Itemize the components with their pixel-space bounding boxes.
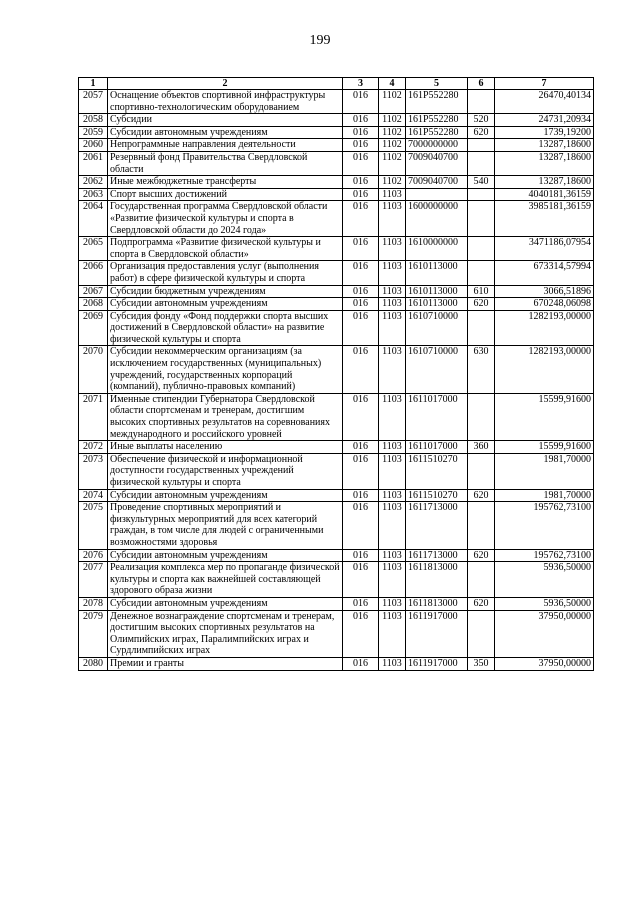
row-amount: 195762,73100 — [495, 502, 594, 549]
row-ministry-code: 016 — [343, 489, 379, 502]
row-number: 2059 — [79, 126, 108, 139]
table-row — [79, 393, 594, 440]
row-section-code: 1103 — [379, 597, 406, 610]
row-number: 2057 — [79, 90, 108, 114]
table-row — [79, 261, 594, 285]
row-section-code: 1103 — [379, 502, 406, 549]
row-amount: 13287,18600 — [495, 139, 594, 152]
row-ministry-code: 016 — [343, 610, 379, 657]
table-row — [79, 176, 594, 189]
row-section-code: 1103 — [379, 285, 406, 298]
row-target-code: 1611017000 — [406, 393, 468, 440]
table-row — [79, 126, 594, 139]
row-section-code: 1102 — [379, 151, 406, 175]
row-expense-type: 620 — [468, 126, 495, 139]
row-ministry-code: 016 — [343, 139, 379, 152]
row-expense-type: 620 — [468, 298, 495, 311]
row-number: 2060 — [79, 139, 108, 152]
row-name: Непрограммные направления деятельности — [108, 139, 343, 152]
row-expense-type — [468, 261, 495, 285]
table-row — [79, 346, 594, 393]
row-number: 2069 — [79, 310, 108, 346]
row-name: Субсидии автономным учреждениям — [108, 126, 343, 139]
row-ministry-code: 016 — [343, 188, 379, 201]
row-number: 2065 — [79, 237, 108, 261]
row-name: Субсидия фонду «Фонд поддержки спорта высших достижений в Свердловской области» на развитие физической культуры и спорта — [108, 310, 343, 346]
row-ministry-code: 016 — [343, 657, 379, 670]
row-target-code — [406, 188, 468, 201]
row-ministry-code: 016 — [343, 285, 379, 298]
table-row — [79, 597, 594, 610]
table-row — [79, 453, 594, 489]
row-amount: 13287,18600 — [495, 151, 594, 175]
row-number: 2070 — [79, 346, 108, 393]
row-number: 2064 — [79, 201, 108, 237]
row-section-code: 1103 — [379, 393, 406, 440]
row-ministry-code: 016 — [343, 151, 379, 175]
row-number: 2074 — [79, 489, 108, 502]
header-cell-6: 6 — [468, 78, 495, 90]
row-section-code: 1103 — [379, 346, 406, 393]
row-name: Организация предоставления услуг (выполнения работ) в сфере физической культуры и спорта — [108, 261, 343, 285]
table-row — [79, 562, 594, 598]
row-section-code: 1103 — [379, 298, 406, 311]
row-amount: 1981,70000 — [495, 489, 594, 502]
table-body — [79, 90, 594, 671]
row-expense-type — [468, 393, 495, 440]
header-cell-5: 5 — [406, 78, 468, 90]
row-expense-type — [468, 610, 495, 657]
row-section-code: 1102 — [379, 126, 406, 139]
row-section-code: 1103 — [379, 310, 406, 346]
table-row — [79, 549, 594, 562]
row-expense-type — [468, 90, 495, 114]
row-name: Денежное вознаграждение спортсменам и тренерам, достигшим высоких спортивных результатов на Олимпийских играх, Паралимпийских играх и Сурдлимпийских играх — [108, 610, 343, 657]
row-expense-type: 620 — [468, 549, 495, 562]
row-expense-type — [468, 201, 495, 237]
row-section-code: 1103 — [379, 201, 406, 237]
row-expense-type — [468, 139, 495, 152]
row-number: 2058 — [79, 114, 108, 127]
row-expense-type — [468, 237, 495, 261]
row-number: 2071 — [79, 393, 108, 440]
row-section-code: 1102 — [379, 176, 406, 189]
row-number: 2079 — [79, 610, 108, 657]
row-target-code: 1611713000 — [406, 502, 468, 549]
header-cell-4: 4 — [379, 78, 406, 90]
row-target-code: 161P552280 — [406, 90, 468, 114]
row-name: Субсидии некоммерческим организациям (за исключением государственных (муниципальных) учреждений, государственных корпораций (компаний), публично-правовых компаний) — [108, 346, 343, 393]
row-amount: 13287,18600 — [495, 176, 594, 189]
row-number: 2080 — [79, 657, 108, 670]
row-amount: 670248,06098 — [495, 298, 594, 311]
row-number: 2066 — [79, 261, 108, 285]
row-section-code: 1102 — [379, 139, 406, 152]
table-header-row — [79, 78, 594, 90]
table-row — [79, 310, 594, 346]
row-section-code: 1103 — [379, 188, 406, 201]
row-section-code: 1103 — [379, 562, 406, 598]
row-target-code: 161P552280 — [406, 126, 468, 139]
row-target-code: 1611510270 — [406, 453, 468, 489]
row-amount: 1282193,00000 — [495, 310, 594, 346]
row-number: 2068 — [79, 298, 108, 311]
row-target-code: 1611510270 — [406, 489, 468, 502]
row-name: Резервный фонд Правительства Свердловской области — [108, 151, 343, 175]
table-row — [79, 139, 594, 152]
row-target-code: 161P552280 — [406, 114, 468, 127]
row-ministry-code: 016 — [343, 176, 379, 189]
row-ministry-code: 016 — [343, 261, 379, 285]
row-amount: 3471186,07954 — [495, 237, 594, 261]
row-expense-type — [468, 502, 495, 549]
row-target-code: 1610113000 — [406, 298, 468, 311]
row-amount: 15599,91600 — [495, 441, 594, 454]
row-ministry-code: 016 — [343, 453, 379, 489]
row-section-code: 1102 — [379, 114, 406, 127]
row-amount: 3985181,36159 — [495, 201, 594, 237]
row-target-code: 1610113000 — [406, 285, 468, 298]
row-amount: 1282193,00000 — [495, 346, 594, 393]
row-target-code: 1610710000 — [406, 310, 468, 346]
row-number: 2076 — [79, 549, 108, 562]
table-row — [79, 90, 594, 114]
row-section-code: 1103 — [379, 453, 406, 489]
row-section-code: 1103 — [379, 657, 406, 670]
row-name: Подпрограмма «Развитие физической культуры и спорта в Свердловской области» — [108, 237, 343, 261]
row-expense-type — [468, 151, 495, 175]
row-amount: 37950,00000 — [495, 657, 594, 670]
row-target-code: 1610710000 — [406, 346, 468, 393]
row-ministry-code: 016 — [343, 502, 379, 549]
row-section-code: 1103 — [379, 261, 406, 285]
row-amount: 5936,50000 — [495, 597, 594, 610]
page-number: 199 — [309, 33, 331, 48]
row-name: Государственная программа Свердловской области «Развитие физической культуры и спорта в Свердловской области до 2024 года» — [108, 201, 343, 237]
row-ministry-code: 016 — [343, 237, 379, 261]
row-target-code: 7009040700 — [406, 176, 468, 189]
table-row — [79, 285, 594, 298]
row-amount: 195762,73100 — [495, 549, 594, 562]
row-target-code: 1600000000 — [406, 201, 468, 237]
row-number: 2063 — [79, 188, 108, 201]
row-section-code: 1103 — [379, 610, 406, 657]
row-ministry-code: 016 — [343, 90, 379, 114]
row-amount: 3066,51896 — [495, 285, 594, 298]
row-amount: 1739,19200 — [495, 126, 594, 139]
row-target-code: 1610000000 — [406, 237, 468, 261]
row-amount: 1981,70000 — [495, 453, 594, 489]
row-number: 2078 — [79, 597, 108, 610]
row-name: Обеспечение физической и информационной доступности государственных учреждений физической культуры и спорта — [108, 453, 343, 489]
row-amount: 673314,57994 — [495, 261, 594, 285]
row-number: 2075 — [79, 502, 108, 549]
header-cell-1: 1 — [79, 78, 108, 90]
row-expense-type: 620 — [468, 489, 495, 502]
table-row — [79, 489, 594, 502]
table-row — [79, 151, 594, 175]
row-ministry-code: 016 — [343, 346, 379, 393]
table-row — [79, 502, 594, 549]
row-target-code: 1611917000 — [406, 657, 468, 670]
row-expense-type — [468, 188, 495, 201]
row-section-code: 1103 — [379, 441, 406, 454]
table-row — [79, 201, 594, 237]
row-name: Субсидии автономным учреждениям — [108, 597, 343, 610]
row-section-code: 1103 — [379, 489, 406, 502]
row-ministry-code: 016 — [343, 562, 379, 598]
row-section-code: 1103 — [379, 549, 406, 562]
row-number: 2062 — [79, 176, 108, 189]
row-expense-type: 540 — [468, 176, 495, 189]
row-ministry-code: 016 — [343, 114, 379, 127]
row-expense-type — [468, 562, 495, 598]
table-row — [79, 610, 594, 657]
row-name: Субсидии автономным учреждениям — [108, 489, 343, 502]
row-name: Субсидии автономным учреждениям — [108, 298, 343, 311]
table-row — [79, 188, 594, 201]
row-target-code: 1610113000 — [406, 261, 468, 285]
row-expense-type — [468, 453, 495, 489]
row-number: 2061 — [79, 151, 108, 175]
row-name: Реализация комплекса мер по пропаганде физической культуры и спорта как важнейшей составляющей здорового образа жизни — [108, 562, 343, 598]
row-target-code: 7000000000 — [406, 139, 468, 152]
row-name: Субсидии — [108, 114, 343, 127]
row-ministry-code: 016 — [343, 298, 379, 311]
row-expense-type: 610 — [468, 285, 495, 298]
row-ministry-code: 016 — [343, 549, 379, 562]
row-ministry-code: 016 — [343, 393, 379, 440]
header-cell-3: 3 — [343, 78, 379, 90]
header-cell-2: 2 — [108, 78, 343, 90]
row-amount: 5936,50000 — [495, 562, 594, 598]
row-amount: 4040181,36159 — [495, 188, 594, 201]
row-ministry-code: 016 — [343, 201, 379, 237]
row-number: 2077 — [79, 562, 108, 598]
row-target-code: 1611017000 — [406, 441, 468, 454]
row-name: Иные межбюджетные трансферты — [108, 176, 343, 189]
row-ministry-code: 016 — [343, 441, 379, 454]
row-number: 2073 — [79, 453, 108, 489]
row-target-code: 7009040700 — [406, 151, 468, 175]
row-target-code: 1611813000 — [406, 597, 468, 610]
row-expense-type: 360 — [468, 441, 495, 454]
row-name: Оснащение объектов спортивной инфраструктуры спортивно-технологическим оборудованием — [108, 90, 343, 114]
table-row — [79, 237, 594, 261]
row-amount: 24731,20934 — [495, 114, 594, 127]
row-name: Проведение спортивных мероприятий и физкультурных мероприятий для всех категорий граждан, в том числе для людей с ограниченными возможностями здоровья — [108, 502, 343, 549]
header-cell-7: 7 — [495, 78, 594, 90]
row-ministry-code: 016 — [343, 126, 379, 139]
row-number: 2067 — [79, 285, 108, 298]
row-number: 2072 — [79, 441, 108, 454]
row-amount: 26470,40134 — [495, 90, 594, 114]
row-target-code: 1611917000 — [406, 610, 468, 657]
table-row — [79, 114, 594, 127]
row-amount: 37950,00000 — [495, 610, 594, 657]
row-ministry-code: 016 — [343, 310, 379, 346]
row-name: Субсидии автономным учреждениям — [108, 549, 343, 562]
budget-table — [78, 77, 594, 671]
table-row — [79, 657, 594, 670]
table-row — [79, 298, 594, 311]
row-name: Субсидии бюджетным учреждениям — [108, 285, 343, 298]
row-expense-type: 620 — [468, 597, 495, 610]
row-amount: 15599,91600 — [495, 393, 594, 440]
row-name: Именные стипендии Губернатора Свердловской области спортсменам и тренерам, достигшим высоких спортивных результатов на соревнованиях международного и российского уровней — [108, 393, 343, 440]
row-section-code: 1102 — [379, 90, 406, 114]
row-name: Спорт высших достижений — [108, 188, 343, 201]
row-expense-type: 350 — [468, 657, 495, 670]
row-target-code: 1611713000 — [406, 549, 468, 562]
row-ministry-code: 016 — [343, 597, 379, 610]
row-target-code: 1611813000 — [406, 562, 468, 598]
row-name: Иные выплаты населению — [108, 441, 343, 454]
row-expense-type — [468, 310, 495, 346]
row-section-code: 1103 — [379, 237, 406, 261]
row-expense-type: 630 — [468, 346, 495, 393]
row-name: Премии и гранты — [108, 657, 343, 670]
row-expense-type: 520 — [468, 114, 495, 127]
table-row — [79, 441, 594, 454]
